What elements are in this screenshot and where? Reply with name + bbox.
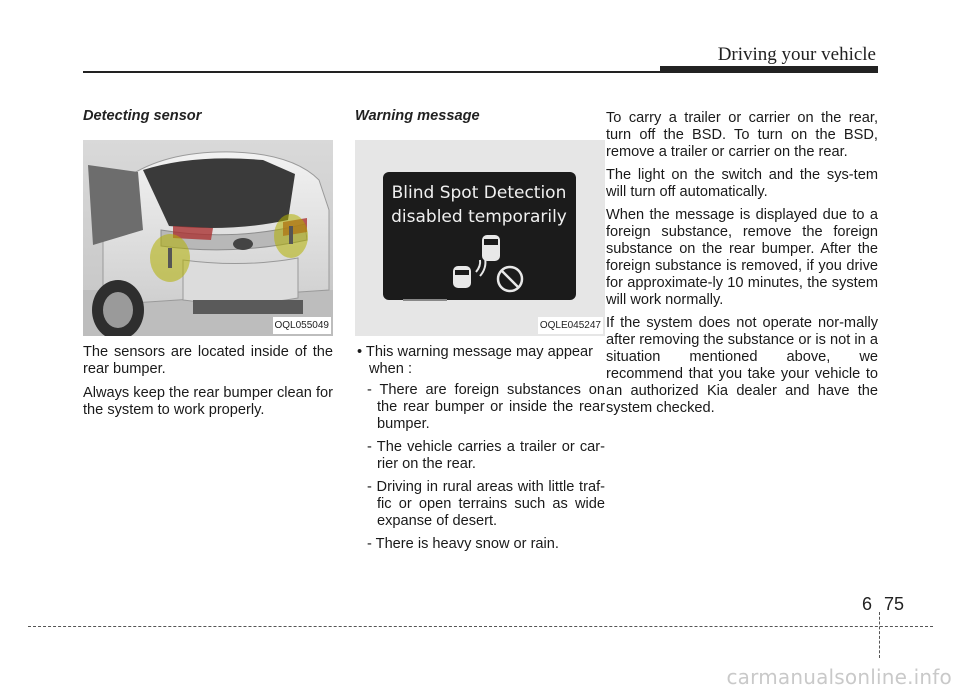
section-title: Driving your vehicle (717, 44, 876, 65)
column-warning-message (355, 108, 605, 559)
heading-warning-message: Warning message (355, 108, 480, 124)
paragraph: If the system does not operate nor-mally after removing the substance or is not in a situation mentioned above, we recommend that you take your vehicle to an authorized Kia dealer and have the system checked. (606, 315, 878, 416)
bullet-item: • This warning message may appear when : (357, 344, 594, 377)
paragraph: Always keep the rear bumper clean for the system to work properly. (83, 385, 333, 418)
bullet-text: This warning message may appear when : (365, 344, 594, 377)
paragraph: When the message is displayed due to a foreign substance, remove the foreign substance on the rear bumper. After the foreign substance is removed, if you drive for approximate-ly 10 minutes, the system will work normally. (606, 207, 878, 308)
chapter-number: 6 (861, 594, 872, 614)
column-instructions (606, 110, 878, 423)
header-rule-thick (660, 66, 878, 73)
sub-list-item: - There is heavy snow or rain. (367, 536, 559, 552)
car-side-icon (453, 266, 471, 288)
sub-list-item: - Driving in rural areas with little traf-fic or open terrains such as wide expanse of desert. (367, 479, 605, 529)
footer-rule (28, 626, 933, 627)
paragraph: The light on the switch and the sys-tem will turn off automatically. (606, 167, 878, 200)
cluster-display (355, 140, 605, 336)
page-number: 75 (884, 594, 905, 614)
sub-list-item: - There are foreign substances on the rear bumper or inside the rear bumper. (367, 382, 605, 432)
heading-detecting-sensor: Detecting sensor (83, 108, 202, 124)
column-detecting-sensor (83, 108, 333, 426)
figure-code: OQLE045247 (538, 317, 603, 334)
display-line-1: Blind Spot Detection (391, 183, 567, 203)
car-ahead-icon (482, 235, 500, 261)
display-line-2: disabled temporarily (391, 207, 567, 227)
watermark: carmanualsonline.info (726, 665, 952, 689)
figure-code: OQL055049 (273, 317, 332, 334)
footer-separator (879, 612, 880, 658)
sub-list-item: - The vehicle carries a trailer or car-rier on the rear. (367, 439, 605, 472)
paragraph: To carry a trailer or carrier on the rear, turn off the BSD. To turn on the BSD, remove a trailer or carrier on the rear. (606, 110, 878, 160)
header-rule-thin (83, 71, 661, 73)
figure-cluster-warning (355, 140, 605, 336)
car-rear-illustration (83, 140, 333, 336)
figure-car-rear-sensors (83, 140, 333, 336)
paragraph: The sensors are located inside of the rear bumper. (83, 344, 333, 377)
